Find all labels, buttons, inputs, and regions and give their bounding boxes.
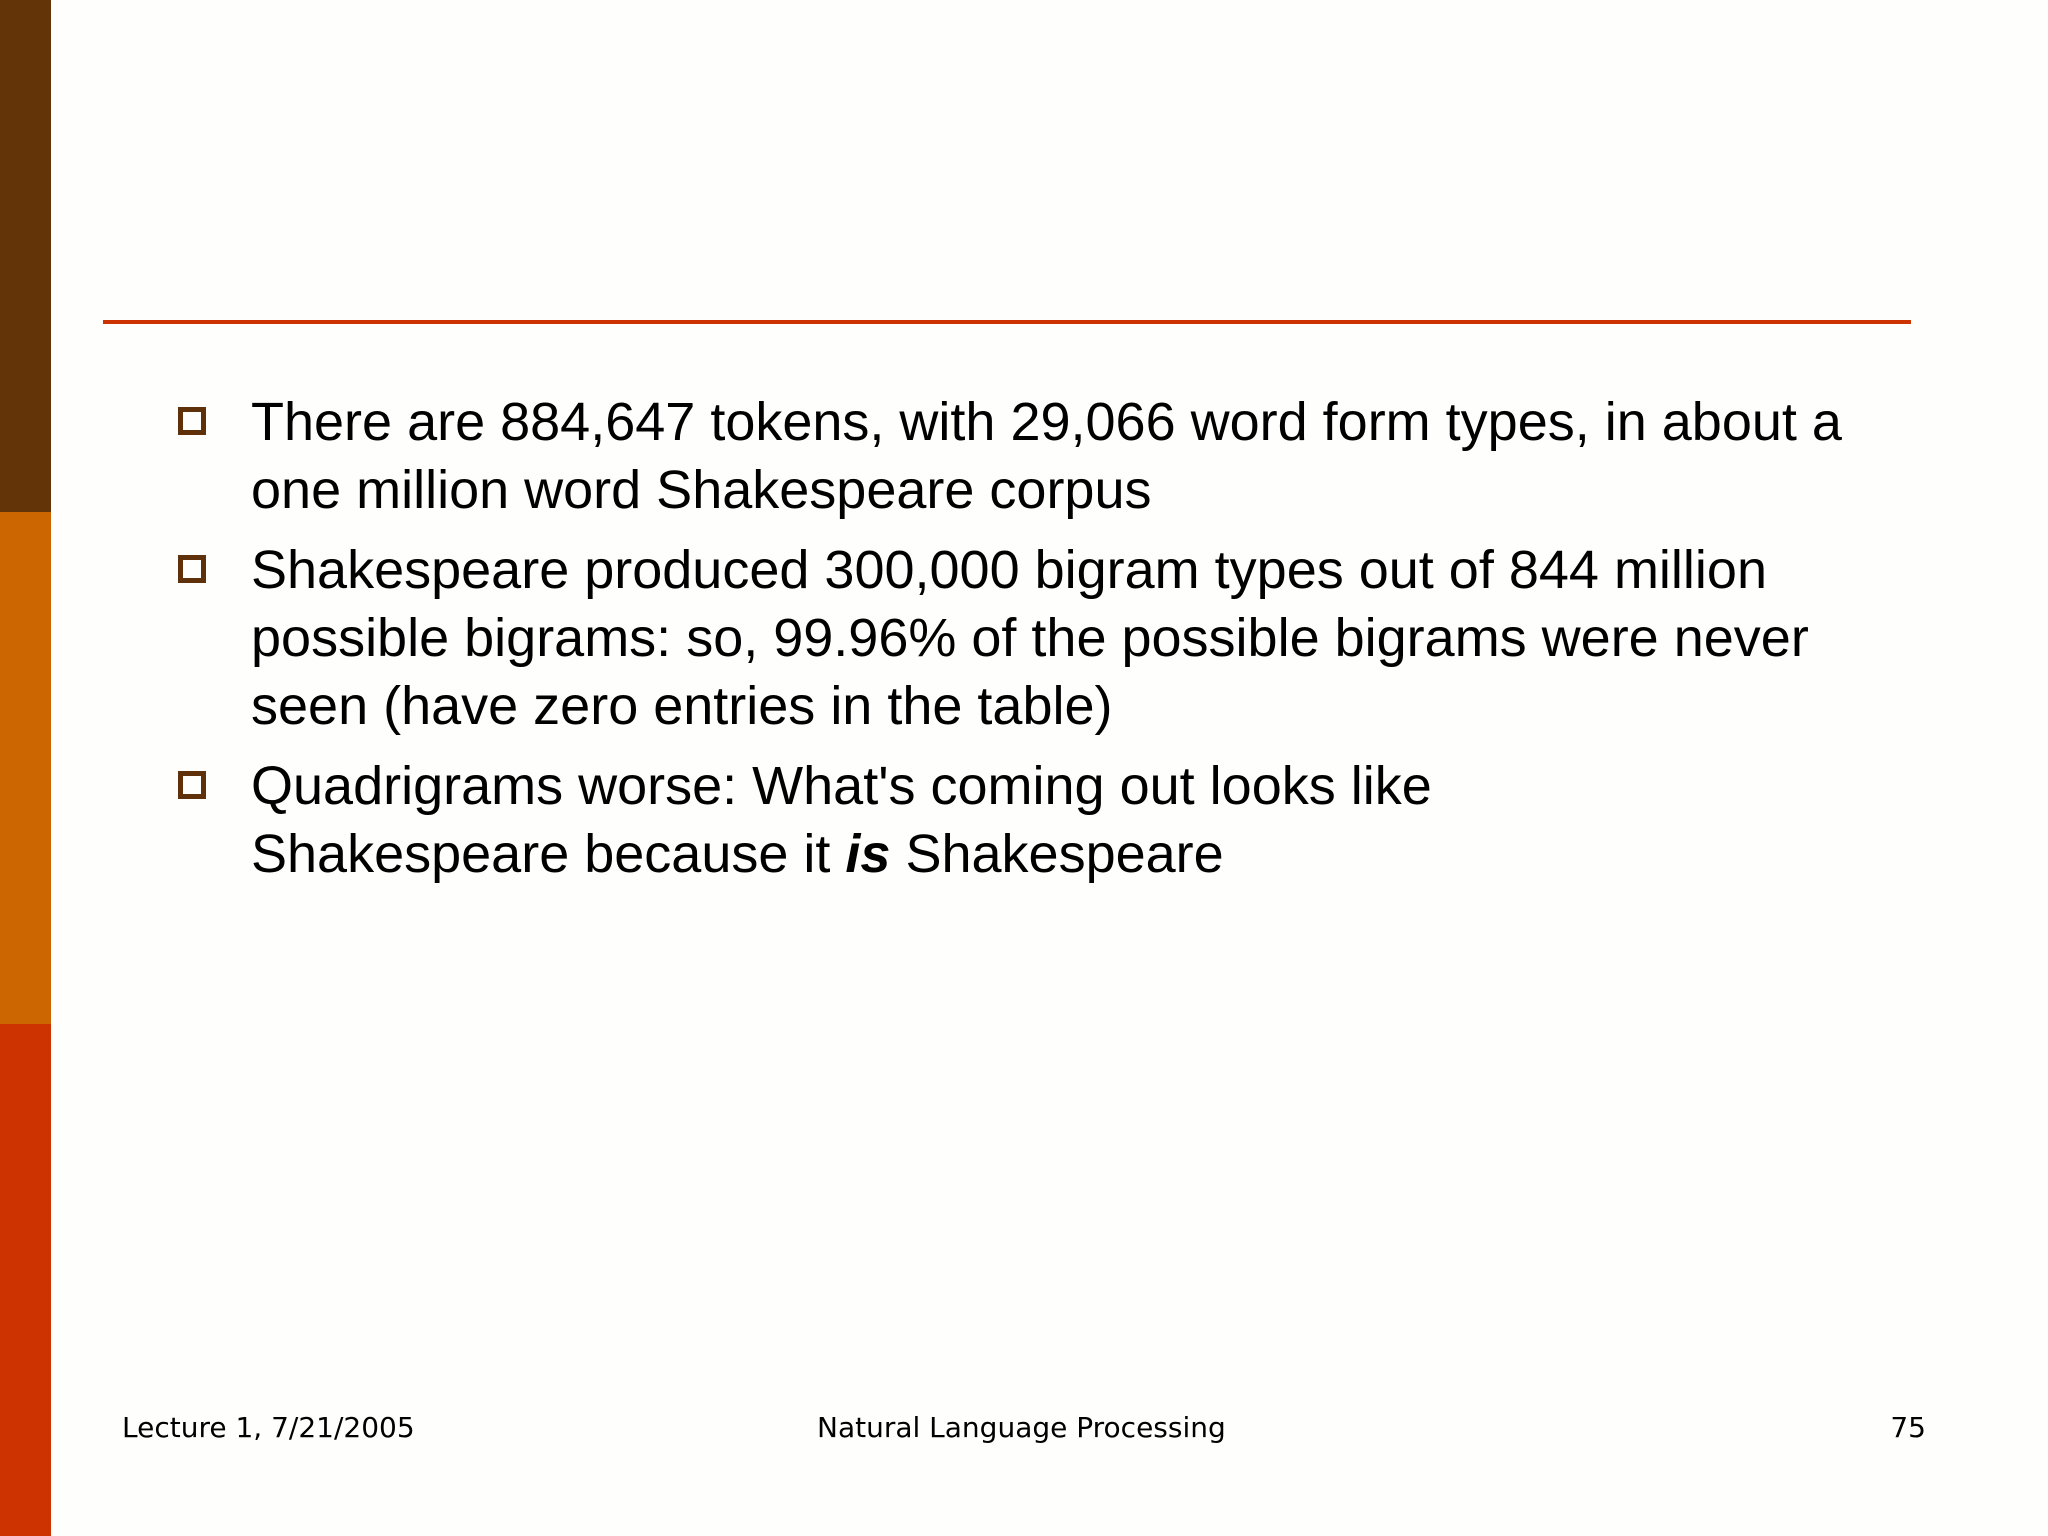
bullet-item-bigrams xyxy=(178,536,1898,740)
square-bullet-icon xyxy=(178,771,206,799)
bullet-text-emphasis: is xyxy=(845,824,891,884)
bullet-text: Shakespeare produced 300,000 bigram types out of 844 million possible bigrams: so, 99.96% of the possible bigrams were never seen (have zero entries in the table) xyxy=(251,540,1809,736)
square-bullet-icon xyxy=(178,555,206,583)
bullet-list xyxy=(178,388,1898,900)
square-bullet-icon xyxy=(178,407,206,435)
title-divider-line xyxy=(103,320,1911,324)
bullet-text-after-emphasis: Shakespeare xyxy=(890,824,1224,884)
footer-course-title: Natural Language Processing xyxy=(817,1411,1226,1444)
side-bar-bottom-segment xyxy=(0,1024,51,1536)
bullet-text-line1: Quadrigrams worse: What's coming out looks like xyxy=(251,756,1432,816)
bullet-text-before-emphasis: Shakespeare because it xyxy=(251,824,846,884)
footer-lecture-date: Lecture 1, 7/21/2005 xyxy=(122,1411,415,1444)
side-bar-middle-segment xyxy=(0,512,51,1024)
bullet-item-tokens xyxy=(178,388,1898,524)
bullet-text: There are 884,647 tokens, with 29,066 word form types, in about a one million word Shakespeare corpus xyxy=(251,392,1842,520)
side-bar-top-segment xyxy=(0,0,51,512)
footer-page-number: 75 xyxy=(1890,1411,1926,1444)
bullet-item-quadrigrams xyxy=(178,752,1898,888)
